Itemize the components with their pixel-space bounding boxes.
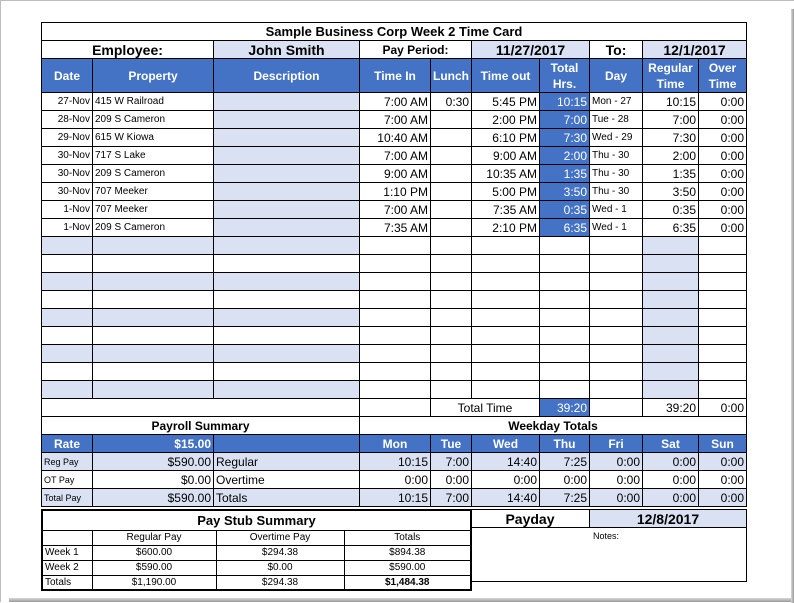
cell-property[interactable]: 707 Meeker bbox=[93, 183, 214, 201]
empty-cell[interactable] bbox=[431, 327, 472, 345]
empty-cell[interactable] bbox=[360, 237, 431, 255]
notes-field[interactable] bbox=[471, 528, 747, 582]
cell-description[interactable] bbox=[214, 165, 360, 183]
empty-cell[interactable] bbox=[360, 345, 431, 363]
empty-cell[interactable] bbox=[643, 309, 699, 327]
total-regular-value: 39:20 bbox=[643, 399, 699, 417]
weekday-total-mon: 10:15 bbox=[360, 489, 431, 507]
total-over-value: 0:00 bbox=[699, 399, 747, 417]
pay-stub-regular: $1,190.00 bbox=[92, 575, 216, 590]
weekday-total-wed: 14:40 bbox=[472, 453, 540, 471]
total-time-value: 39:20 bbox=[540, 399, 590, 417]
weekday-header-sun: Sun bbox=[699, 435, 747, 453]
empty-cell[interactable] bbox=[643, 273, 699, 291]
empty-cell[interactable] bbox=[540, 255, 590, 273]
cell-time-in[interactable]: 7:00 AM bbox=[360, 111, 431, 129]
cell-day[interactable]: Wed - 29 bbox=[590, 129, 643, 147]
cell-time-in[interactable]: 7:00 AM bbox=[360, 147, 431, 165]
empty-cell[interactable] bbox=[42, 255, 93, 273]
cell-total[interactable]: 2:00 bbox=[540, 147, 590, 165]
cell-regular[interactable]: 7:00 bbox=[643, 111, 699, 129]
empty-cell[interactable] bbox=[699, 255, 747, 273]
empty-cell[interactable] bbox=[214, 381, 360, 399]
cell-total[interactable]: 1:35 bbox=[540, 165, 590, 183]
empty-cell[interactable] bbox=[472, 273, 540, 291]
cell-lunch[interactable] bbox=[431, 183, 472, 201]
col-time-in: Time In bbox=[360, 59, 431, 93]
cell-over[interactable]: 0:00 bbox=[699, 147, 747, 165]
empty-cell[interactable] bbox=[540, 363, 590, 381]
cell-total[interactable]: 6:35 bbox=[540, 219, 590, 237]
cell-day[interactable]: Mon - 27 bbox=[590, 93, 643, 111]
to-label: To: bbox=[590, 41, 643, 59]
empty-cell[interactable] bbox=[699, 309, 747, 327]
empty-cell[interactable] bbox=[214, 363, 360, 381]
cell-time-in[interactable]: 9:00 AM bbox=[360, 165, 431, 183]
rate-value[interactable]: $15.00 bbox=[93, 435, 214, 453]
pay-stub-label: Week 1 bbox=[42, 545, 92, 560]
pay-period-start[interactable]: 11/27/2017 bbox=[472, 41, 590, 59]
empty-cell[interactable] bbox=[472, 237, 540, 255]
cell-description[interactable] bbox=[214, 183, 360, 201]
empty-cell[interactable] bbox=[699, 291, 747, 309]
empty-cell[interactable] bbox=[42, 345, 93, 363]
empty-cell[interactable] bbox=[699, 363, 747, 381]
weekday-total-thu: 0:00 bbox=[540, 471, 590, 489]
payroll-summary-label: Payroll Summary bbox=[42, 417, 360, 435]
weekday-total-fri: 0:00 bbox=[590, 453, 643, 471]
pay-stub-header: Totals bbox=[344, 530, 471, 545]
weekday-total-sun: 0:00 bbox=[699, 489, 747, 507]
cell-lunch[interactable] bbox=[431, 129, 472, 147]
empty-cell[interactable] bbox=[590, 237, 643, 255]
cell-description[interactable] bbox=[214, 111, 360, 129]
cell-time-in[interactable]: 1:10 PM bbox=[360, 183, 431, 201]
cell-day[interactable]: Wed - 1 bbox=[590, 201, 643, 219]
cell-property[interactable]: 209 S Cameron bbox=[93, 111, 214, 129]
pay-stub-title: Pay Stub Summary bbox=[42, 510, 471, 530]
employee-name[interactable]: John Smith bbox=[214, 41, 360, 59]
col-day: Day bbox=[590, 59, 643, 93]
cell-over[interactable]: 0:00 bbox=[699, 219, 747, 237]
payday-label: Payday bbox=[471, 510, 590, 528]
empty-cell[interactable] bbox=[643, 255, 699, 273]
empty-row bbox=[42, 237, 747, 255]
empty-cell[interactable] bbox=[472, 291, 540, 309]
empty-cell[interactable] bbox=[590, 273, 643, 291]
empty-cell[interactable] bbox=[360, 363, 431, 381]
empty-cell[interactable] bbox=[643, 381, 699, 399]
empty-cell[interactable] bbox=[431, 255, 472, 273]
cell-day[interactable]: Tue - 28 bbox=[590, 111, 643, 129]
empty-cell[interactable] bbox=[93, 363, 214, 381]
empty-cell[interactable] bbox=[431, 291, 472, 309]
blank-cell bbox=[214, 435, 360, 453]
pay-amount: $0.00 bbox=[93, 471, 214, 489]
cell-lunch[interactable] bbox=[431, 219, 472, 237]
empty-cell[interactable] bbox=[360, 381, 431, 399]
empty-cell[interactable] bbox=[93, 273, 214, 291]
empty-cell[interactable] bbox=[699, 327, 747, 345]
pay-stub-row bbox=[42, 545, 471, 560]
weekday-total-fri: 0:00 bbox=[590, 489, 643, 507]
cell-regular[interactable]: 3:50 bbox=[643, 183, 699, 201]
empty-cell[interactable] bbox=[590, 309, 643, 327]
empty-cell[interactable] bbox=[590, 345, 643, 363]
cell-time-out[interactable]: 6:10 PM bbox=[472, 129, 540, 147]
pay-amount: $590.00 bbox=[93, 489, 214, 507]
weekday-total-mon: 10:15 bbox=[360, 453, 431, 471]
cell-lunch[interactable] bbox=[431, 201, 472, 219]
cell-day[interactable]: Thu - 30 bbox=[590, 183, 643, 201]
cell-description[interactable] bbox=[214, 93, 360, 111]
empty-cell[interactable] bbox=[472, 255, 540, 273]
pay-amount: $590.00 bbox=[93, 453, 214, 471]
weekday-header-wed: Wed bbox=[472, 435, 540, 453]
empty-cell[interactable] bbox=[431, 273, 472, 291]
rate-row bbox=[42, 435, 747, 453]
cell-time-in[interactable]: 7:35 AM bbox=[360, 219, 431, 237]
empty-cell[interactable] bbox=[472, 309, 540, 327]
weekday-total-tue: 7:00 bbox=[431, 489, 472, 507]
weekday-totals-label: Weekday Totals bbox=[360, 417, 747, 435]
empty-cell[interactable] bbox=[643, 291, 699, 309]
pay-stub-header bbox=[42, 530, 92, 545]
empty-cell[interactable] bbox=[590, 255, 643, 273]
cell-description[interactable] bbox=[214, 147, 360, 165]
cell-total[interactable]: 3:50 bbox=[540, 183, 590, 201]
cell-property[interactable]: 707 Meeker bbox=[93, 201, 214, 219]
blank-cell bbox=[360, 399, 431, 417]
empty-cell[interactable] bbox=[431, 363, 472, 381]
empty-cell[interactable] bbox=[699, 381, 747, 399]
cell-time-out[interactable]: 7:35 AM bbox=[472, 201, 540, 219]
empty-cell[interactable] bbox=[590, 363, 643, 381]
cell-total[interactable]: 0:35 bbox=[540, 201, 590, 219]
empty-cell[interactable] bbox=[93, 327, 214, 345]
blank-cell bbox=[590, 399, 643, 417]
empty-cell[interactable] bbox=[214, 291, 360, 309]
cell-property[interactable]: 615 W Kiowa bbox=[93, 129, 214, 147]
cell-time-in[interactable]: 10:40 AM bbox=[360, 129, 431, 147]
cell-over[interactable]: 0:00 bbox=[699, 93, 747, 111]
empty-row bbox=[42, 291, 747, 309]
table-row bbox=[42, 93, 747, 111]
empty-cell[interactable] bbox=[540, 381, 590, 399]
col-total-hrs: Total Hrs. bbox=[540, 59, 590, 93]
pay-stub-total: $1,484.38 bbox=[344, 575, 471, 590]
weekday-header-fri: Fri bbox=[590, 435, 643, 453]
weekday-total-sun: 0:00 bbox=[699, 471, 747, 489]
pay-stub-overtime: $0.00 bbox=[216, 560, 344, 575]
empty-row bbox=[42, 273, 747, 291]
cell-regular[interactable]: 6:35 bbox=[643, 219, 699, 237]
table-row bbox=[42, 147, 747, 165]
cell-regular[interactable]: 0:35 bbox=[643, 201, 699, 219]
table-row bbox=[42, 129, 747, 147]
weekday-total-sun: 0:00 bbox=[699, 453, 747, 471]
cell-time-out[interactable]: 2:10 PM bbox=[472, 219, 540, 237]
pay-stub-label: Totals bbox=[42, 575, 92, 590]
weekday-header-thu: Thu bbox=[540, 435, 590, 453]
summary-header-row bbox=[42, 417, 747, 435]
pay-row bbox=[42, 489, 747, 507]
weekday-total-thu: 7:25 bbox=[540, 453, 590, 471]
weekday-header-tue: Tue bbox=[431, 435, 472, 453]
cell-regular[interactable]: 1:35 bbox=[643, 165, 699, 183]
empty-cell[interactable] bbox=[540, 327, 590, 345]
cell-lunch[interactable] bbox=[431, 147, 472, 165]
empty-cell[interactable] bbox=[431, 381, 472, 399]
cell-total[interactable]: 7:30 bbox=[540, 129, 590, 147]
pay-stub-overtime: $294.38 bbox=[216, 575, 344, 590]
col-over-time: Over Time bbox=[699, 59, 747, 93]
empty-cell[interactable] bbox=[42, 237, 93, 255]
empty-cell[interactable] bbox=[540, 345, 590, 363]
empty-cell[interactable] bbox=[540, 237, 590, 255]
empty-row bbox=[42, 345, 747, 363]
empty-cell[interactable] bbox=[540, 273, 590, 291]
pay-label: OT Pay bbox=[42, 471, 93, 489]
payday-table bbox=[470, 509, 747, 582]
col-description: Description bbox=[214, 59, 360, 93]
title: Sample Business Corp Week 2 Time Card bbox=[42, 23, 747, 41]
pay-stub-regular: $590.00 bbox=[92, 560, 216, 575]
cell-over[interactable]: 0:00 bbox=[699, 165, 747, 183]
empty-cell[interactable] bbox=[643, 345, 699, 363]
cell-over[interactable]: 0:00 bbox=[699, 201, 747, 219]
col-date: Date bbox=[42, 59, 93, 93]
cell-date[interactable]: 30-Nov bbox=[42, 165, 93, 183]
cell-regular[interactable]: 10:15 bbox=[643, 93, 699, 111]
cell-property[interactable]: 209 S Cameron bbox=[93, 219, 214, 237]
pay-stub-regular: $600.00 bbox=[92, 545, 216, 560]
cell-date[interactable]: 27-Nov bbox=[42, 93, 93, 111]
cell-over[interactable]: 0:00 bbox=[699, 129, 747, 147]
weekday-total-wed: 14:40 bbox=[472, 489, 540, 507]
weekday-header-mon: Mon bbox=[360, 435, 431, 453]
empty-cell[interactable] bbox=[643, 327, 699, 345]
empty-cell[interactable] bbox=[699, 273, 747, 291]
cell-regular[interactable]: 7:30 bbox=[643, 129, 699, 147]
table-row bbox=[42, 165, 747, 183]
pay-stub-total: $894.38 bbox=[344, 545, 471, 560]
pay-type: Regular bbox=[214, 453, 360, 471]
pay-stub-row bbox=[42, 560, 471, 575]
cell-date[interactable]: 30-Nov bbox=[42, 147, 93, 165]
empty-cell[interactable] bbox=[360, 255, 431, 273]
empty-cell[interactable] bbox=[360, 291, 431, 309]
weekday-total-sat: 0:00 bbox=[643, 453, 699, 471]
empty-row bbox=[42, 363, 747, 381]
empty-cell[interactable] bbox=[643, 363, 699, 381]
col-regular-time: Regular Time bbox=[643, 59, 699, 93]
col-time-out: Time out bbox=[472, 59, 540, 93]
empty-cell[interactable] bbox=[42, 273, 93, 291]
col-property: Property bbox=[93, 59, 214, 93]
cell-date[interactable]: 29-Nov bbox=[42, 129, 93, 147]
weekday-header-sat: Sat bbox=[643, 435, 699, 453]
empty-cell[interactable] bbox=[42, 363, 93, 381]
empty-cell[interactable] bbox=[590, 291, 643, 309]
cell-over[interactable]: 0:00 bbox=[699, 183, 747, 201]
pay-stub-row bbox=[42, 575, 471, 590]
empty-cell[interactable] bbox=[42, 327, 93, 345]
cell-total[interactable]: 7:00 bbox=[540, 111, 590, 129]
pay-stub-label: Week 2 bbox=[42, 560, 92, 575]
pay-row bbox=[42, 471, 747, 489]
table-row bbox=[42, 201, 747, 219]
table-row bbox=[42, 111, 747, 129]
empty-cell[interactable] bbox=[214, 309, 360, 327]
empty-cell[interactable] bbox=[472, 345, 540, 363]
pay-label: Total Pay bbox=[42, 489, 93, 507]
cell-regular[interactable]: 2:00 bbox=[643, 147, 699, 165]
weekday-total-wed: 0:00 bbox=[472, 471, 540, 489]
cell-time-out[interactable]: 10:35 AM bbox=[472, 165, 540, 183]
weekday-total-tue: 7:00 bbox=[431, 453, 472, 471]
cell-property[interactable]: 209 S Cameron bbox=[93, 165, 214, 183]
cell-description[interactable] bbox=[214, 201, 360, 219]
pay-period-end[interactable]: 12/1/2017 bbox=[643, 41, 747, 59]
empty-cell[interactable] bbox=[643, 237, 699, 255]
empty-cell[interactable] bbox=[360, 309, 431, 327]
cell-description[interactable] bbox=[214, 129, 360, 147]
empty-row bbox=[42, 327, 747, 345]
table-row bbox=[42, 219, 747, 237]
empty-cell[interactable] bbox=[214, 273, 360, 291]
rate-label: Rate bbox=[42, 435, 93, 453]
col-lunch: Lunch bbox=[431, 59, 472, 93]
column-header-row bbox=[42, 59, 747, 93]
empty-cell[interactable] bbox=[540, 291, 590, 309]
empty-cell[interactable] bbox=[93, 237, 214, 255]
empty-cell[interactable] bbox=[431, 309, 472, 327]
weekday-total-mon: 0:00 bbox=[360, 471, 431, 489]
pay-stub-total: $590.00 bbox=[344, 560, 471, 575]
empty-cell[interactable] bbox=[93, 309, 214, 327]
cell-day[interactable]: Thu - 30 bbox=[590, 147, 643, 165]
empty-cell[interactable] bbox=[590, 327, 643, 345]
empty-row bbox=[42, 255, 747, 273]
cell-description[interactable] bbox=[214, 219, 360, 237]
cell-time-out[interactable]: 9:00 AM bbox=[472, 147, 540, 165]
cell-property[interactable]: 415 W Railroad bbox=[93, 93, 214, 111]
weekday-total-tue: 0:00 bbox=[431, 471, 472, 489]
empty-cell[interactable] bbox=[93, 345, 214, 363]
total-time-label: Total Time bbox=[431, 399, 540, 417]
pay-stub-header: Regular Pay bbox=[92, 530, 216, 545]
empty-cell[interactable] bbox=[42, 381, 93, 399]
blank-cell bbox=[42, 399, 360, 417]
empty-cell[interactable] bbox=[472, 381, 540, 399]
cell-day[interactable]: Thu - 30 bbox=[590, 165, 643, 183]
empty-cell[interactable] bbox=[214, 237, 360, 255]
cell-time-in[interactable]: 7:00 AM bbox=[360, 201, 431, 219]
empty-cell[interactable] bbox=[360, 327, 431, 345]
cell-lunch[interactable]: 0:30 bbox=[431, 93, 472, 111]
empty-cell[interactable] bbox=[214, 345, 360, 363]
weekday-total-thu: 7:25 bbox=[540, 489, 590, 507]
empty-cell[interactable] bbox=[699, 237, 747, 255]
cell-date[interactable]: 1-Nov bbox=[42, 201, 93, 219]
weekday-total-sat: 0:00 bbox=[643, 471, 699, 489]
payday-value[interactable]: 12/8/2017 bbox=[590, 510, 747, 528]
empty-cell[interactable] bbox=[590, 381, 643, 399]
employee-label: Employee: bbox=[42, 41, 214, 59]
cell-lunch[interactable] bbox=[431, 111, 472, 129]
table-row bbox=[42, 183, 747, 201]
empty-cell[interactable] bbox=[93, 255, 214, 273]
cell-date[interactable]: 1-Nov bbox=[42, 219, 93, 237]
time-card-table bbox=[41, 22, 747, 507]
cell-total[interactable]: 10:15 bbox=[540, 93, 590, 111]
empty-cell[interactable] bbox=[699, 345, 747, 363]
cell-time-out[interactable]: 2:00 PM bbox=[472, 111, 540, 129]
cell-time-out[interactable]: 5:00 PM bbox=[472, 183, 540, 201]
cell-lunch[interactable] bbox=[431, 165, 472, 183]
weekday-total-sat: 0:00 bbox=[643, 489, 699, 507]
empty-cell[interactable] bbox=[431, 345, 472, 363]
empty-cell[interactable] bbox=[42, 291, 93, 309]
cell-date[interactable]: 30-Nov bbox=[42, 183, 93, 201]
cell-day[interactable]: Wed - 1 bbox=[590, 219, 643, 237]
weekday-total-fri: 0:00 bbox=[590, 471, 643, 489]
empty-cell[interactable] bbox=[540, 309, 590, 327]
pay-label: Reg Pay bbox=[42, 453, 93, 471]
empty-row bbox=[42, 309, 747, 327]
empty-cell[interactable] bbox=[93, 381, 214, 399]
pay-stub-summary bbox=[41, 509, 472, 591]
total-time-row bbox=[42, 399, 747, 417]
pay-stub-header-row bbox=[42, 530, 471, 545]
pay-type: Totals bbox=[214, 489, 360, 507]
empty-cell[interactable] bbox=[214, 327, 360, 345]
notes-label: Notes: bbox=[593, 531, 620, 541]
empty-cell[interactable] bbox=[472, 363, 540, 381]
pay-stub-header: Overtime Pay bbox=[216, 530, 344, 545]
cell-date[interactable]: 28-Nov bbox=[42, 111, 93, 129]
cell-time-out[interactable]: 5:45 PM bbox=[472, 93, 540, 111]
empty-cell[interactable] bbox=[472, 327, 540, 345]
pay-row bbox=[42, 453, 747, 471]
empty-cell[interactable] bbox=[214, 255, 360, 273]
empty-cell[interactable] bbox=[42, 309, 93, 327]
cell-property[interactable]: 717 S Lake bbox=[93, 147, 214, 165]
cell-over[interactable]: 0:00 bbox=[699, 111, 747, 129]
empty-cell[interactable] bbox=[360, 273, 431, 291]
pay-stub-overtime: $294.38 bbox=[216, 545, 344, 560]
cell-time-in[interactable]: 7:00 AM bbox=[360, 93, 431, 111]
empty-cell[interactable] bbox=[431, 237, 472, 255]
empty-cell[interactable] bbox=[93, 291, 214, 309]
empty-row bbox=[42, 381, 747, 399]
pay-period-label: Pay Period: bbox=[360, 41, 472, 59]
pay-type: Overtime bbox=[214, 471, 360, 489]
